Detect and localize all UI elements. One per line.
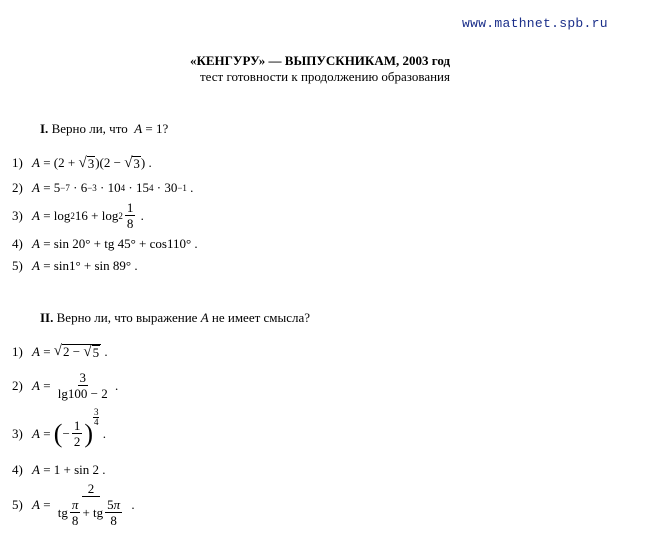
s1-item-1-expr: A = (2 + √ 3 )(2 − √ 3 ) . bbox=[32, 154, 152, 171]
section-2-question-prefix: Верно ли, что выражение bbox=[56, 310, 198, 325]
s2-item-4 bbox=[12, 462, 106, 478]
s2-item-3-expr: A = ( − $\frac{1}{2}$ ) 3 4 . bbox=[32, 407, 106, 449]
s1-item-1 bbox=[12, 155, 152, 171]
site-url[interactable]: www.mathnet.spb.ru bbox=[462, 16, 608, 31]
s2-item-4-num: 4) bbox=[12, 462, 23, 477]
s2-item-2-expr: A = $\frac{3}{\lg 100 - 2}$ . bbox=[32, 370, 119, 401]
s2-item-3 bbox=[12, 407, 106, 449]
s1-item-4-expr: A = sin 20° + tg 45° + cos110° . bbox=[32, 236, 198, 251]
section-2-question-suffix: не имеет смысла? bbox=[211, 310, 311, 325]
section-1-question-suffix: = 1? bbox=[145, 121, 169, 136]
s1-item-4-num: 4) bbox=[12, 236, 23, 251]
s2-item-5 bbox=[12, 481, 135, 528]
s1-item-3 bbox=[12, 200, 144, 231]
document-subtitle: тест готовности к продолжению образования bbox=[199, 69, 450, 84]
s2-item-1-expr: A = √ 2 − √ 5 . bbox=[32, 343, 108, 360]
s2-item-2 bbox=[12, 370, 118, 401]
s1-item-5-expr: A = sin1° + sin 89° . bbox=[32, 258, 138, 273]
s2-item-2-num: 2) bbox=[12, 377, 23, 393]
section-1-numeral: I. bbox=[40, 121, 49, 136]
s2-item-1 bbox=[12, 344, 108, 360]
section-1-question bbox=[40, 121, 168, 137]
s2-item-4-expr: A = 1 + sin 2 . bbox=[32, 462, 106, 477]
s1-item-1-num: 1) bbox=[12, 155, 23, 170]
s2-item-3-num: 3) bbox=[12, 425, 23, 441]
s1-item-3-num: 3) bbox=[12, 207, 23, 223]
s1-item-5-num: 5) bbox=[12, 258, 23, 273]
section-1-var: A bbox=[134, 121, 143, 136]
s1-item-2 bbox=[12, 180, 193, 196]
s2-item-1-num: 1) bbox=[12, 344, 23, 359]
s2-item-5-expr: A = 2 tg $\frac{\pi}{8}$ + tg $\frac{5\pi}{8}$ . bbox=[32, 481, 135, 528]
s1-item-2-num: 2) bbox=[12, 180, 23, 195]
s1-item-3-expr: A = log 2 16 + log 2 $\frac{1}{8}$ . bbox=[32, 200, 144, 231]
section-2-question bbox=[40, 310, 310, 326]
s1-item-5 bbox=[12, 258, 138, 274]
s1-item-2-expr: A = 5 −7 · 6 −3 · 10 4 · 15 4 · 30 −1 . bbox=[32, 180, 194, 195]
s2-item-5-num: 5) bbox=[12, 496, 23, 512]
section-2-numeral: II. bbox=[40, 310, 54, 325]
section-2-var: A bbox=[200, 310, 209, 325]
document-title: «КЕНГУРУ» — ВЫПУСКНИКАМ, 2003 год bbox=[189, 53, 451, 68]
section-1-question-prefix: Верно ли, что bbox=[51, 121, 128, 136]
s1-item-4 bbox=[12, 236, 198, 252]
